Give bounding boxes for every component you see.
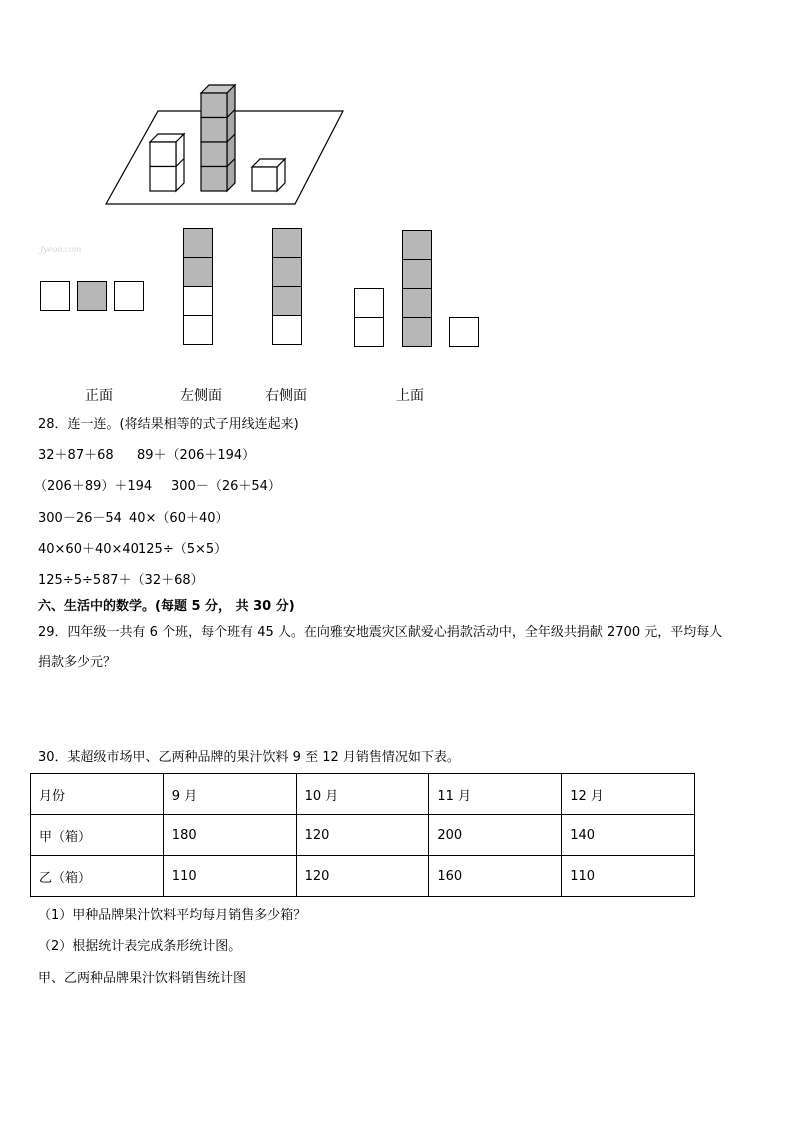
view-square (402, 288, 432, 318)
q28-row-1-right: 89＋（206＋194） (137, 448, 256, 463)
table-header-cell: 11 月 (429, 774, 562, 815)
table-cell: 乙（箱） (31, 856, 164, 897)
view-label-front: 正面 (85, 388, 113, 404)
q28-title: 28．连一连。(将结果相等的式子用线连起来) (38, 417, 299, 432)
left-cube-stack (150, 134, 184, 191)
table-cell: 甲（箱） (31, 815, 164, 856)
view-square (402, 259, 432, 289)
q28-row-4-left: 40×60＋40×40 (38, 542, 139, 557)
view-square (272, 228, 302, 258)
table-cell: 110 (163, 856, 296, 897)
block-arrangement-figure (100, 80, 350, 210)
q28-row-5-left: 125÷5÷5 (38, 573, 102, 588)
table-header-cell: 12 月 (562, 774, 695, 815)
q28-row-2-right: 300－（26＋54） (171, 479, 281, 494)
view-square (77, 281, 107, 311)
view-square (354, 288, 384, 318)
section-6-title: 六、生活中的数学。(每题 5 分， 共 30 分) (38, 599, 295, 614)
view-square (272, 286, 302, 316)
q28-row-3-right: 40×（60＋40） (129, 511, 229, 526)
table-row (31, 815, 695, 856)
view-square (183, 286, 213, 316)
table-cell: 110 (562, 856, 695, 897)
watermark: Jyeoo.com (40, 245, 82, 254)
table-cell: 140 (562, 815, 695, 856)
view-square (183, 257, 213, 287)
q29-line-1: 29．四年级一共有 6 个班，每个班有 45 人。在向雅安地震灾区献爱心捐款活动中，全年级共捐献 2700 元，平均每人 (38, 625, 723, 640)
q29-line-2: 捐款多少元？ (38, 655, 117, 670)
view-square (402, 317, 432, 347)
view-label-top: 上面 (396, 388, 424, 404)
sales-table (30, 773, 695, 897)
q28-row-2-left: （206＋89）＋194 (34, 479, 153, 494)
single-cube (252, 159, 285, 191)
view-square (354, 317, 384, 347)
view-square (272, 315, 302, 345)
q28-row-3-left: 300－26－54 (38, 511, 122, 526)
table-header-cell: 10 月 (296, 774, 429, 815)
q28-row-1-left: 32＋87＋68 (38, 448, 114, 463)
table-cell: 120 (296, 856, 429, 897)
table-cell: 180 (163, 815, 296, 856)
table-header-row (31, 774, 695, 815)
view-square (449, 317, 479, 347)
view-square (402, 230, 432, 260)
view-square (183, 228, 213, 258)
q28-row-4-right: 125÷（5×5） (138, 542, 228, 557)
view-square (183, 315, 213, 345)
view-label-left: 左侧面 (180, 388, 222, 404)
table-cell: 120 (296, 815, 429, 856)
table-header-cell: 9 月 (163, 774, 296, 815)
chart-caption: 甲、乙两种品牌果汁饮料销售统计图 (38, 971, 247, 986)
view-square (40, 281, 70, 311)
q28-row-5-right: 87＋（32＋68） (102, 573, 204, 588)
view-square (114, 281, 144, 311)
q30-sub-question-1: （1）甲种品牌果汁饮料平均每月销售多少箱？ (38, 908, 307, 923)
table-cell: 160 (429, 856, 562, 897)
view-square (272, 257, 302, 287)
q30-title: 30．某超级市场甲、乙两种品牌的果汁饮料 9 至 12 月销售情况如下表。 (38, 750, 460, 765)
table-row (31, 856, 695, 897)
table-cell: 200 (429, 815, 562, 856)
view-label-right: 右侧面 (265, 388, 307, 404)
tall-cube-stack (201, 85, 235, 191)
table-header-cell: 月份 (31, 774, 164, 815)
q30-sub-question-2: （2）根据统计表完成条形统计图。 (38, 939, 242, 954)
